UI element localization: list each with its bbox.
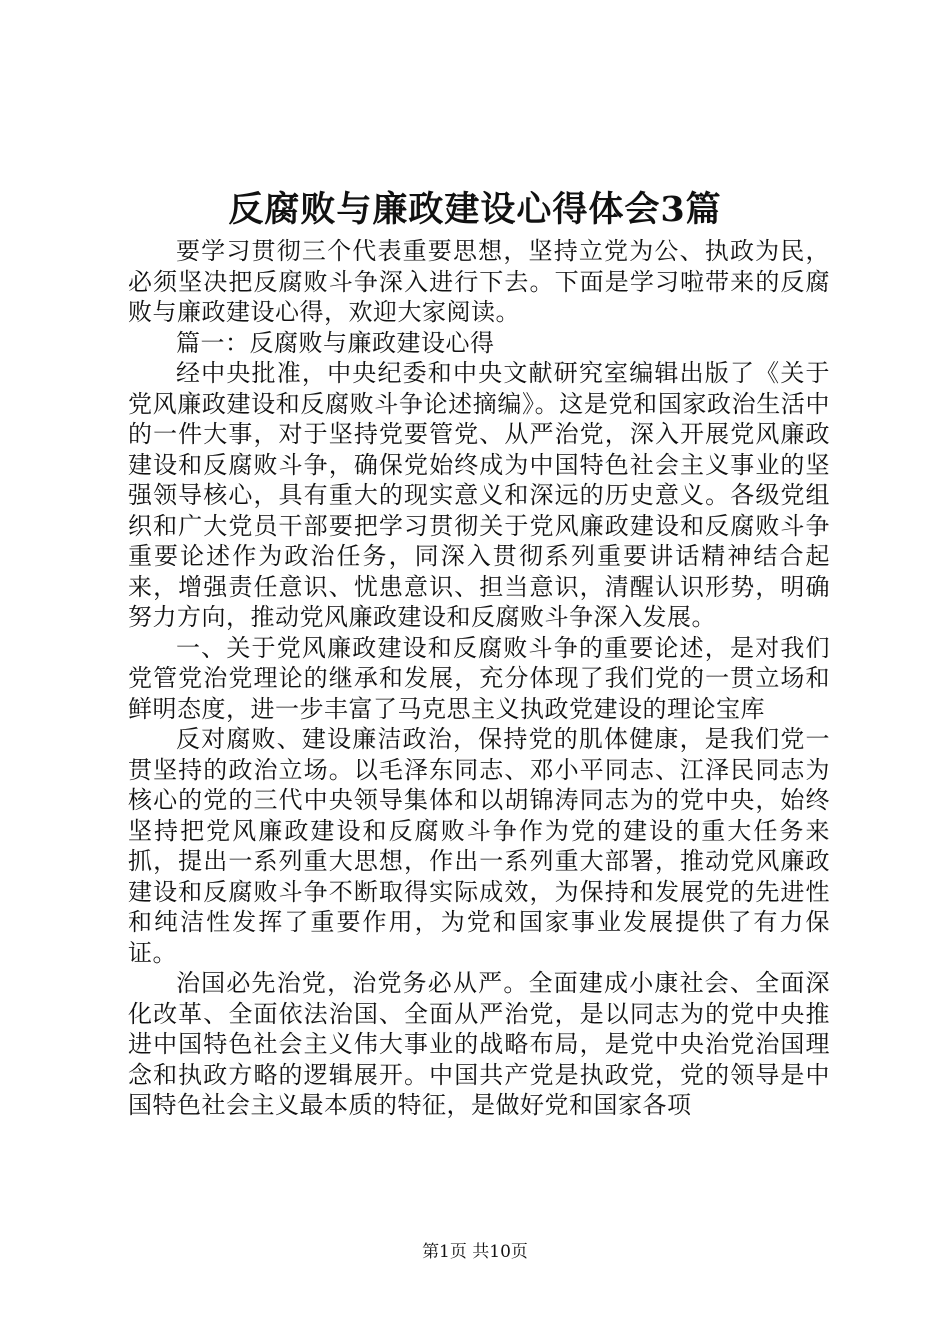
body-paragraph: 治国必先治党，治党务必从严。全面建成小康社会、全面深化改革、全面依法治国、全面从严治党，是以同志为的党中央推进中国特色社会主义伟大事业的战略布局，是党中央治党治国理念和执政方略的逻辑展开。中国共产党是执政党，党的领导是中国特色社会主义最本质的特征，是做好党和国家各项 [128,969,830,1119]
document-body [128,236,830,1121]
intro-paragraph: 要学习贯彻三个代表重要思想，坚持立党为公、执政为民，必须坚决把反腐败斗争深入进行下去。下面是学习啦带来的反腐败与廉政建设心得，欢迎大家阅读。 [128,237,830,326]
document-title: 反腐败与廉政建设心得体会3篇 [228,189,722,230]
section-heading: 篇一：反腐败与廉政建设心得 [176,328,495,357]
body-paragraph: 反对腐败、建设廉洁政治，保持党的肌体健康，是我们党一贯坚持的政治立场。以毛泽东同志、邓小平同志、江泽民同志为核心的党的三代中央领导集体和以胡锦涛同志为的党中央，始终坚持把党风廉政建设和反腐败斗争作为党的建设的重大任务来抓，提出一系列重大思想，作出一系列重大部署，推动党风廉政建设和反腐败斗争不断取得实际成效，为保持和发展党的先进性和纯洁性发挥了重要作用，为党和国家事业发展提供了有力保证。 [128,725,830,967]
body-paragraph: 经中央批准，中央纪委和中央文献研究室编辑出版了《关于党风廉政建设和反腐败斗争论述摘编》。这是党和国家政治生活中的一件大事，对于坚持党要管党、从严治党，深入开展党风廉政建设和反腐败斗争，确保党始终成为中国特色社会主义事业的坚强领导核心，具有重大的现实意义和深远的历史意义。各级党组织和广大党员干部要把学习贯彻关于党风廉政建设和反腐败斗争重要论述作为政治任务，同深入贯彻系列重要讲话精神结合起来，增强责任意识、忧患意识、担当意识，清醒认识形势，明确努力方向，推动党风廉政建设和反腐败斗争深入发展。 [128,359,830,631]
page-number-footer: 第1页 共10页 [422,1242,528,1262]
body-paragraph: 一、关于党风廉政建设和反腐败斗争的重要论述，是对我们党管党治党理论的继承和发展，充分体现了我们党的一贯立场和鲜明态度，进一步丰富了马克思主义执政党建设的理论宝库 [128,633,830,723]
